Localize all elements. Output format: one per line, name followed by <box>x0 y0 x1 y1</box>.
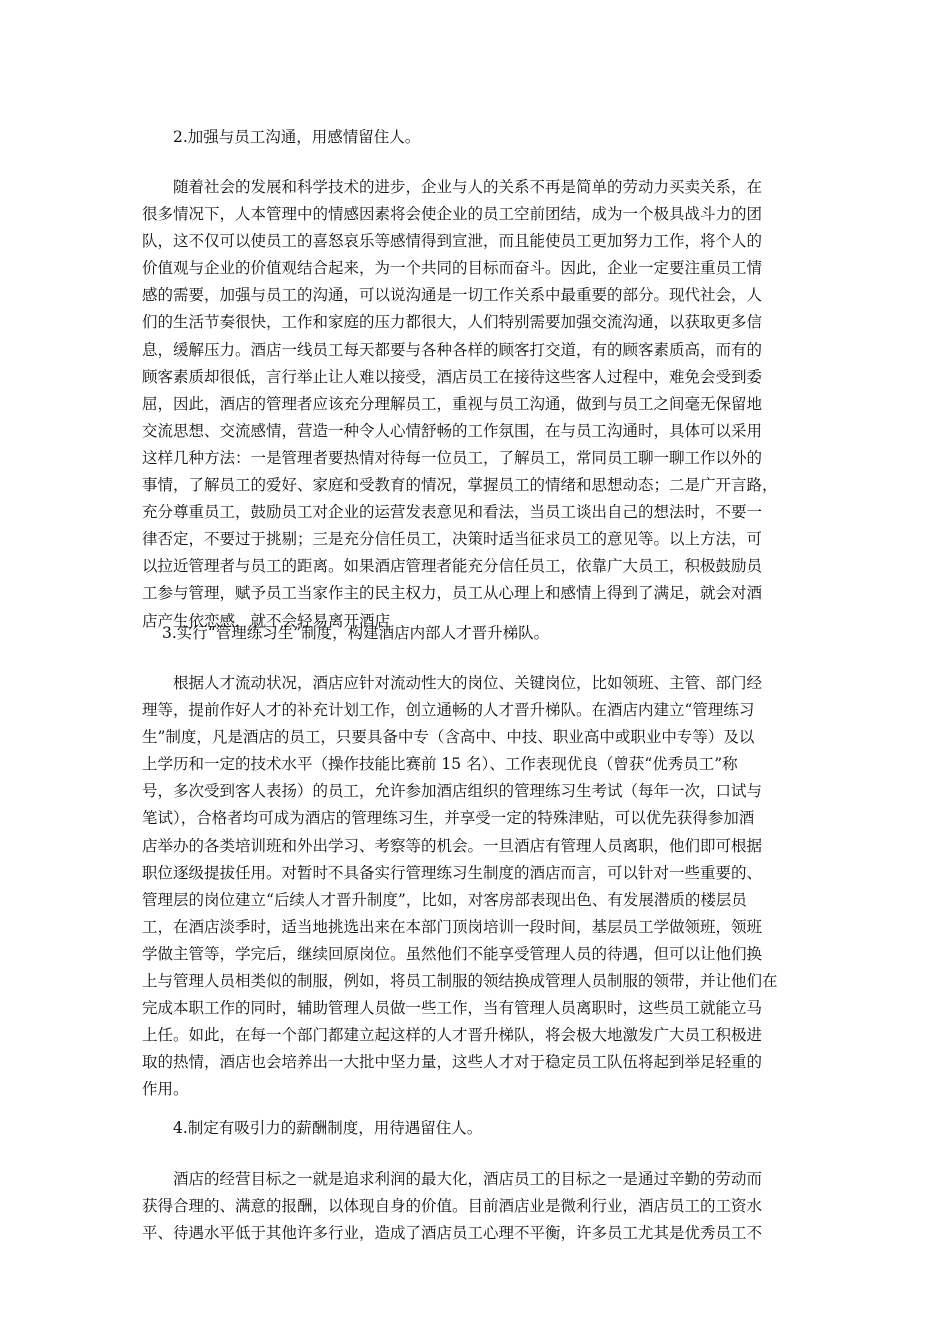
paragraph-line: 店产生依恋感，就不会轻易离开酒店 <box>142 611 391 630</box>
paragraph-line: 工参与管理，赋予员工当家作主的民主权力，员工从心理上和感情上得到了满足，就会对酒 <box>142 584 763 603</box>
paragraph-line: 这样几种方法：一是管理者要热情对待每一位员工，了解员工，常同员工聊一聊工作以外的 <box>142 448 763 467</box>
paragraph-line: 平、待遇水平低于其他许多行业，造成了酒店员工心理不平衡，许多员工尤其是优秀员工不 <box>142 1224 763 1243</box>
paragraph-line: 完成本职工作的同时，辅助管理人员做一些工作，当有管理人员离职时，这些员工就能立马 <box>142 999 763 1018</box>
paragraph-line: 律否定，不要过于挑剔；三是充分信任员工，决策时适当征求员工的意见等。以上方法，可 <box>142 530 763 549</box>
paragraph-line: 上学历和一定的技术水平（操作技能比赛前 15 名）、工作表现优良（曾获“优秀员工”称 <box>142 755 738 774</box>
paragraph-line: 息，缓解压力。酒店一线员工每天都要与各种各样的顾客打交道，有的顾客素质高，而有的 <box>142 340 763 359</box>
paragraph-line: 随着社会的发展和科学技术的进步，企业与人的关系不再是简单的劳动力买卖关系，在 <box>173 178 763 196</box>
section-3-heading: 3.实行“管理练习生”制度，构建酒店内部人才晋升梯队。 <box>162 624 550 642</box>
paragraph-line: 获得合理的、满意的报酬，以体现自身的价值。目前酒店业是微利行业，酒店员工的工资水 <box>142 1197 763 1216</box>
paragraph-line: 们的生活节奏很快，工作和家庭的压力都很大，人们特别需要加强交流沟通，以获取更多信 <box>142 313 763 332</box>
paragraph-line: 事情，了解员工的爱好、家庭和受教育的情况，掌握员工的情绪和思想动态；二是广开言路， <box>142 476 778 495</box>
section-4-heading: 4.制定有吸引力的薪酬制度，用待遇留住人。 <box>173 1119 483 1137</box>
paragraph-line: 交流思想、交流感情，营造一种令人心情舒畅的工作氛围，在与员工沟通时，具体可以采用 <box>142 421 763 440</box>
paragraph-line: 管理层的岗位建立“后续人才晋升制度”，比如，对客房部表现出色、有发展潜质的楼层员 <box>142 890 747 909</box>
paragraph-line: 酒店的经营目标之一就是追求利润的最大化，酒店员工的目标之一是通过辛勤的劳动而 <box>173 1170 763 1188</box>
paragraph-line: 感的需要，加强与员工的沟通，可以说沟通是一切工作关系中最重要的部分。现代社会，人 <box>142 286 763 305</box>
paragraph-line: 顾客素质却很低，言行举止让人难以接受，酒店员工在接待这些客人过程中，难免会受到委 <box>142 367 763 386</box>
paragraph-line: 理等，提前作好人才的补充计划工作，创立通畅的人才晋升梯队。在酒店内建立“管理练习 <box>142 701 755 720</box>
section-4-paragraph <box>142 1166 762 1247</box>
paragraph-line: 上与管理人员相类似的制服，例如，将员工制服的领结换成管理人员制服的领带，并让他们在 <box>142 972 778 991</box>
paragraph-line: 以拉近管理者与员工的距离。如果酒店管理者能充分信任员工，依靠广大员工，积极鼓励员 <box>142 557 763 576</box>
paragraph-line: 工，在酒店淡季时，适当地挑选出来在本部门顶岗培训一段时间，基层员工学做领班，领班 <box>142 917 763 936</box>
paragraph-line: 屈，因此，酒店的管理者应该充分理解员工，重视与员工沟通，做到与员工之间毫无保留地 <box>142 394 763 413</box>
paragraph-line: 学做主管等，学完后，继续回原岗位。虽然他们不能享受管理人员的待遇，但可以让他们换 <box>142 944 763 963</box>
paragraph-line: 店举办的各类培训班和外出学习、考察等的机会。一旦酒店有管理人员离职，他们即可根据 <box>142 836 763 855</box>
paragraph-line: 号，多次受到客人表扬）的员工，允许参加酒店组织的管理练习生考试（每年一次，口试与 <box>142 782 763 801</box>
paragraph-line: 上任。如此，在每一个部门都建立起这样的人才晋升梯队，将会极大地激发广大员工积极进 <box>142 1026 763 1045</box>
paragraph-line: 充分尊重员工，鼓励员工对企业的运营发表意见和看法，当员工谈出自己的想法时，不要一 <box>142 503 763 522</box>
paragraph-line: 根据人才流动状况，酒店应针对流动性大的岗位、关键岗位，比如领班、主管、部门经 <box>173 674 763 692</box>
paragraph-line: 职位逐级提拔任用。对暂时不具备实行管理练习生制度的酒店而言，可以针对一些重要的、 <box>142 863 763 882</box>
section-2-paragraph <box>142 174 778 635</box>
paragraph-line: 很多情况下，人本管理中的情感因素将会使企业的员工空前团结，成为一个极具战斗力的团 <box>142 205 763 224</box>
paragraph-line: 笔试），合格者均可成为酒店的管理练习生，并享受一定的特殊津贴，可以优先获得参加酒 <box>142 809 755 828</box>
paragraph-line: 生”制度，凡是酒店的员工，只要具备中专（含高中、中技、职业高中或职业中专等）及以 <box>142 728 755 747</box>
paragraph-line: 队，这不仅可以使员工的喜怒哀乐等感情得到宣泄，而且能使员工更加努力工作，将个人的 <box>142 232 763 251</box>
paragraph-line: 取的热情，酒店也会培养出一大批中坚力量，这些人才对于稳定员工队伍将起到举足轻重的 <box>142 1053 763 1072</box>
section-2-heading: 2.加强与员工沟通，用感情留住人。 <box>173 128 421 146</box>
paragraph-line: 作用。 <box>142 1080 189 1099</box>
section-3-paragraph <box>142 670 778 1104</box>
paragraph-line: 价值观与企业的价值观结合起来，为一个共同的目标而奋斗。因此，企业一定要注重员工情 <box>142 259 763 278</box>
